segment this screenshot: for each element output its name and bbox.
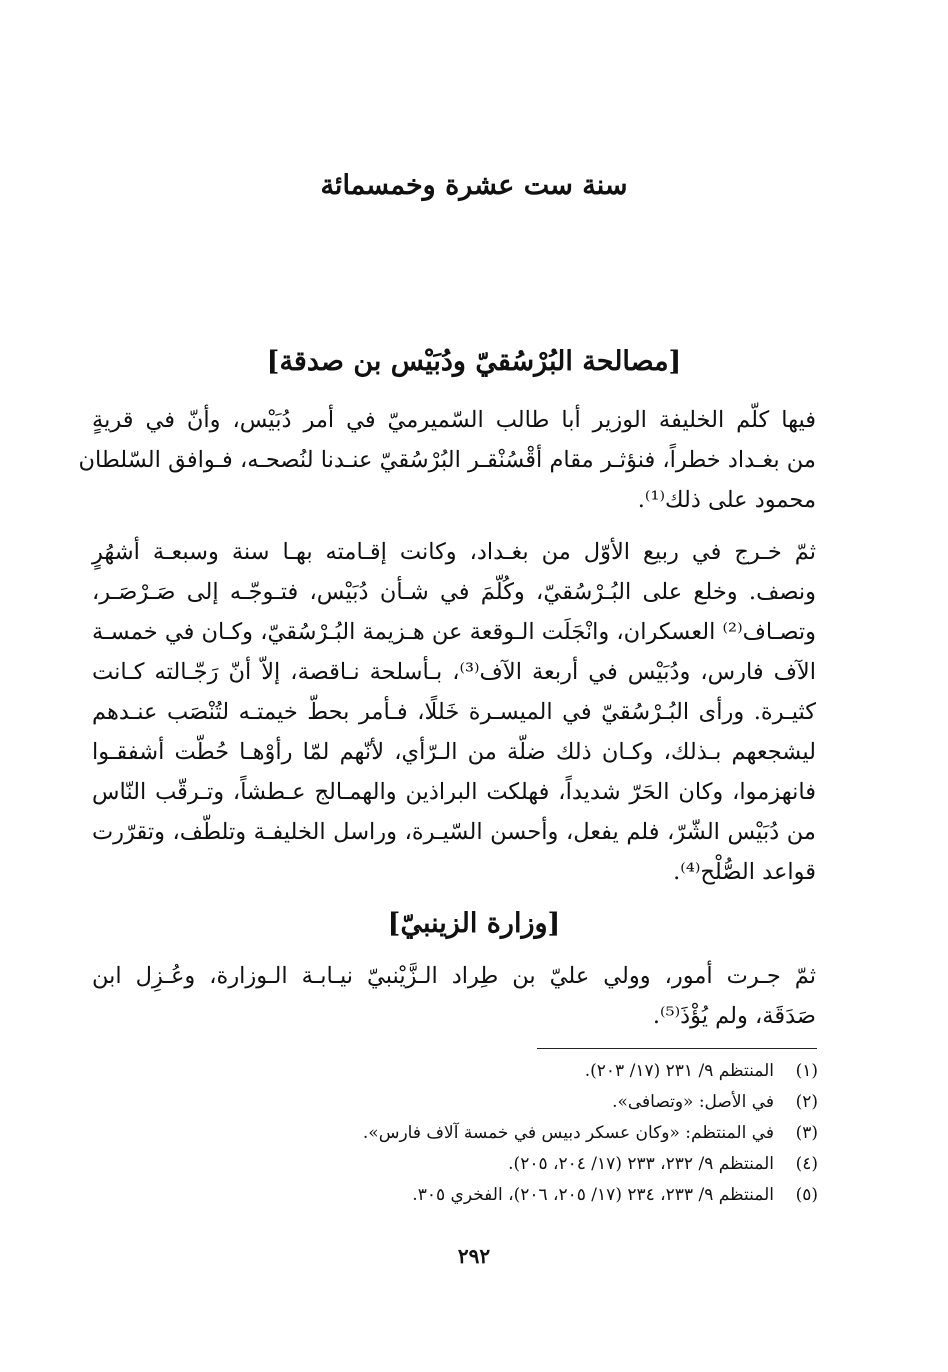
footnote-text: في الأصل: «وتصافى». [612,1092,774,1112]
footnote-text: المنتظم ٩/ ٢٣٢، ٢٣٣ (١٧/ ٢٠٤، ٢٠٥). [508,1154,774,1174]
section-heading-reconciliation: [مصالحة البُرْسُقيّ ودُبَيْس بن صدقة] [266,346,682,377]
text-line: وتصـاف⁽²⁾ العسكران، وانْجَلَت الـوقعة عن هـزيمة البُـرْسُقيّ، وكـان في خمسـة [92,619,816,645]
text-line: فانهزموا، وكان الحَرّ شديداً، فهلكت البراذين والهمـالج عـطشاً، وتـرقّب النّاس [92,779,816,805]
footnote-number: (٢) [795,1092,818,1112]
text-line: كثيـرة. ورأى البُـرْسُقيّ في الميسـرة خَللًا، فـأمر بحطّ خيمتـه لتُنْصَب عنـدهم [92,699,816,725]
text-line: فيها كلّم الخليفة الوزير أبا طالب السّميرميّ في أمر دُبَيْس، وأنّ في قريةٍ [92,407,816,433]
footnote-text: في المنتظم: «وكان عسكر دبيس في خمسة آلاف فارس». [362,1123,774,1143]
text-line: قواعد الصُّلْح⁽⁴⁾. [673,859,816,885]
text-line: ليشجعهم بـذلك، وكـان ذلك ضلّة من الـرّأي، لأنّهم لمّا رأوْهـا حُطّت أشفقـوا [92,739,816,765]
paragraph [92,956,816,1036]
text-line: ثمّ جـرت أمور، وولي عليّ بن طِراد الـزَّيْنبيّ نيـابـة الـوزارة، وعُـزِل ابن [92,963,816,989]
text-line: من دُبَيْس الشّرّ، فلم يفعل، وأحسن السّيـرة، وراسل الخليفـة وتلطّف، وتقرّرت [92,819,816,845]
text-line: ثمّ خـرج في ربيع الأوّل من بغـداد، وكانت إقـامته بهـا سنة وسبعـة أشهُرٍ [92,539,816,565]
text-line: صَدَقَة، ولم يُؤْذَ⁽⁵⁾. [652,1003,816,1029]
footnote [98,1149,818,1180]
footnote-number: (١) [795,1061,818,1081]
text-line: محمود على ذلك⁽¹⁾. [637,487,816,513]
footnote [98,1087,818,1118]
text-line: ونصف. وخلع على البُـرْسُقيّ، وكُلّمَ في شـأن دُبَيْس، فتـوجّـه إلى صَـرْصَـر، [92,579,816,605]
footnote-number: (٥) [795,1185,818,1205]
footnote-number: (٣) [795,1123,818,1143]
chapter-title: سنة ست عشرة وخمسمائة [320,170,628,201]
footnote [98,1118,818,1149]
paragraph [92,532,816,892]
text-line: الآف فارس، ودُبَيْس في أربعة الآف⁽³⁾، بـأسلحة نـاقصة، إلاّ أنّ رَجّـالته كـانت [92,659,817,685]
footnote [98,1056,818,1087]
footnote-text: المنتظم ٩/ ٢٣٣، ٢٣٤ (١٧/ ٢٠٥، ٢٠٦)، الفخري ٣٠٥. [412,1185,774,1205]
footnote-number: (٤) [795,1154,818,1174]
footnote-text: المنتظم ٩/ ٢٣١ (١٧/ ٢٠٣). [584,1061,774,1081]
section-heading-zaynabi-vizierate: [وزارة الزينبيّ] [387,908,561,939]
text-line: من بغـداد خطراً، فنؤثـر مقام أقْسُنْقـر البُرْسُقيّ عنـدنا لنُصحـه، فـوافق السّلطان [78,447,816,473]
footnotes-list [98,1056,818,1211]
footnote-separator [537,1048,817,1049]
page-number: ٢٩٢ [457,1244,491,1268]
footnote [98,1180,818,1211]
paragraph [78,400,816,520]
